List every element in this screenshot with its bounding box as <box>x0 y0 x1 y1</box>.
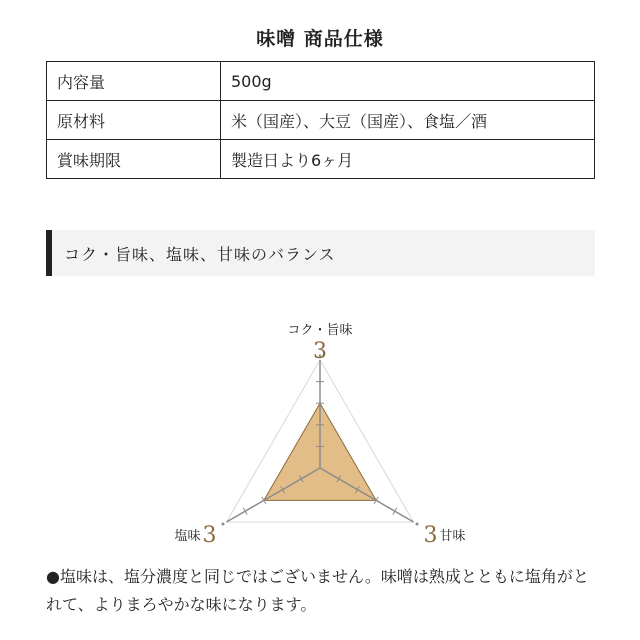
radar-axis-end <box>222 523 225 526</box>
radar-value-label: 3 <box>313 339 327 364</box>
spec-value: 米（国産）、大豆（国産）、食塩／酒 <box>221 101 595 140</box>
radar-axis-end <box>415 523 418 526</box>
section-title: コク・旨味、塩味、甘味のバランス <box>64 244 336 264</box>
radar-axis-label: 甘味 <box>439 529 466 544</box>
radar-chart <box>150 308 490 548</box>
radar-value-label: 3 <box>423 523 438 548</box>
spec-table <box>46 61 595 179</box>
radar-value-label: 3 <box>202 523 217 548</box>
table-row <box>47 140 595 179</box>
spec-label: 原材料 <box>47 101 221 140</box>
note-text: ●塩味は、塩分濃度と同じではございません。味噌は熟成とともに塩角がとれて、よりまろやかな味になります。 <box>46 567 589 614</box>
spec-label: 賞味期限 <box>47 140 221 179</box>
table-row <box>47 101 595 140</box>
radar-axis-label: 塩味 <box>174 529 201 544</box>
spec-title: 味噌 商品仕様 <box>256 28 384 50</box>
table-row <box>47 62 595 101</box>
section-heading <box>46 230 595 276</box>
spec-label: 内容量 <box>47 62 221 101</box>
spec-value: 製造日より6ヶ月 <box>221 140 595 179</box>
spec-value: 500g <box>221 62 595 101</box>
radar-axis-label: コク・旨味 <box>287 323 353 338</box>
